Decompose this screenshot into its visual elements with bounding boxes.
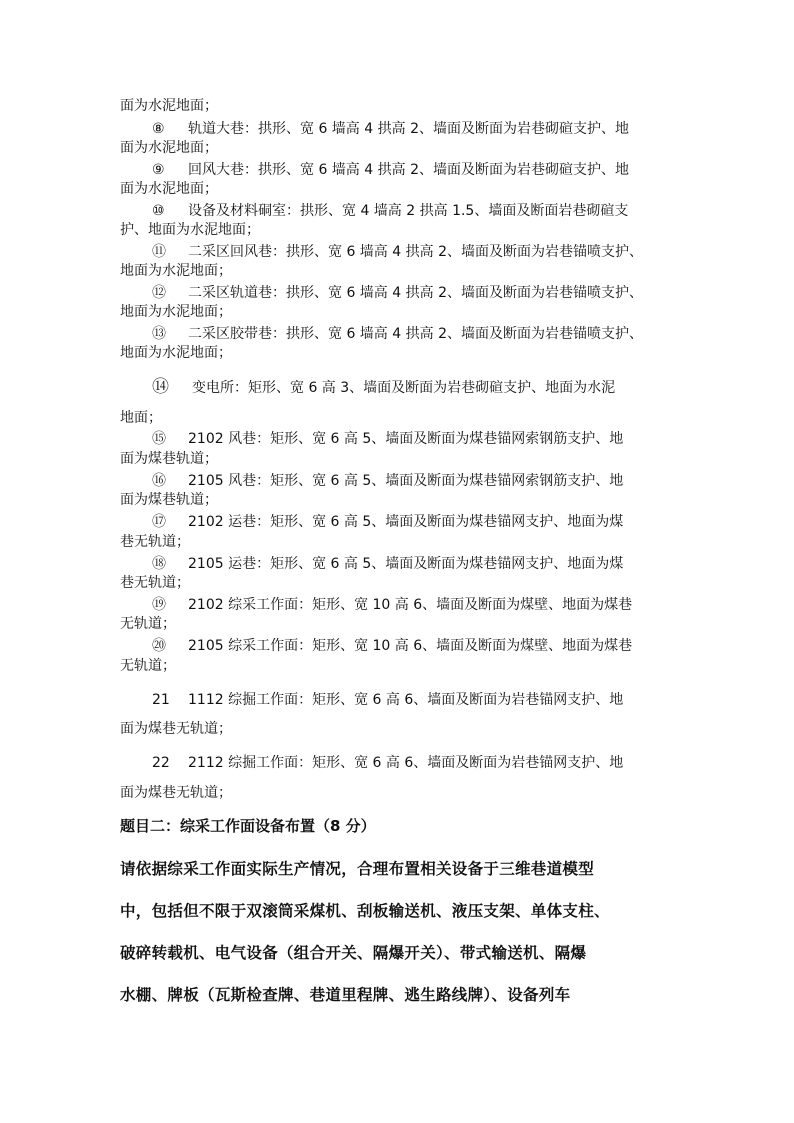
list-item xyxy=(152,754,623,772)
item-text: 回风大巷：拱形、宽 6 墙高 4 拱高 2、墙面及断面为岩巷砌碹支护、地 xyxy=(188,162,629,178)
paragraph-line: 中，包括但不限于双滚筒采煤机、刮板输送机、液压支架、单体支柱、 xyxy=(120,902,610,920)
item-text: 二采区胶带巷：拱形、宽 6 墙高 4 拱高 2、墙面及断面为岩巷锚喷支护、 xyxy=(188,326,643,342)
item-number: ⑨ xyxy=(152,162,165,178)
item-continuation: 无轨道； xyxy=(120,658,176,674)
item-text: 2105 风巷：矩形、宽 6 高 5、墙面及断面为煤巷锚网索钢筋支护、地 xyxy=(188,473,624,489)
item-continuation: 巷无轨道； xyxy=(120,575,190,591)
item-text: 二采区回风巷：拱形、宽 6 墙高 4 拱高 2、墙面及断面为岩巷锚喷支护、 xyxy=(188,244,643,260)
item-continuation: 面为煤巷无轨道； xyxy=(120,785,232,801)
item-continuation: 面为水泥地面； xyxy=(120,140,218,156)
paragraph-line: 请依据综采工作面实际生产情况，合理布置相关设备于三维巷道模型 xyxy=(120,860,595,878)
item-number: ⑯ xyxy=(152,473,166,489)
item-text: 2102 运巷：矩形、宽 6 高 5、墙面及断面为煤巷锚网支护、地面为煤 xyxy=(188,514,624,530)
item-continuation: 巷无轨道； xyxy=(120,534,190,550)
item-text: 2105 综采工作面：矩形、宽 10 高 6、墙面及断面为煤壁、地面为煤巷 xyxy=(188,638,633,654)
item-continuation: 面为水泥地面； xyxy=(120,98,218,114)
item-number: ⑮ xyxy=(152,431,166,447)
item-number: ⑭ xyxy=(152,377,169,397)
item-text: 轨道大巷：拱形、宽 6 墙高 4 拱高 2、墙面及断面为岩巷砌碹支护、地 xyxy=(188,121,629,137)
item-text: 2105 运巷：矩形、宽 6 高 5、墙面及断面为煤巷锚网支护、地面为煤 xyxy=(188,556,624,572)
item-number: ⑪ xyxy=(152,244,166,260)
item-continuation: 面为煤巷无轨道； xyxy=(120,721,232,737)
item-number: ⑱ xyxy=(152,556,166,572)
item-number: ⑫ xyxy=(152,285,166,301)
item-number: ⑩ xyxy=(152,203,165,219)
list-item xyxy=(152,691,623,709)
list-item xyxy=(152,325,643,343)
item-text: 1112 综掘工作面：矩形、宽 6 高 6、墙面及断面为岩巷锚网支护、地 xyxy=(188,692,624,708)
item-number: ⑧ xyxy=(152,121,165,137)
item-number: 21 xyxy=(152,692,170,708)
item-continuation: 无轨道； xyxy=(120,616,176,632)
item-text: 2112 综掘工作面：矩形、宽 6 高 6、墙面及断面为岩巷锚网支护、地 xyxy=(188,755,624,771)
item-text: 设备及材料硐室：拱形、宽 4 墙高 2 拱高 1.5、墙面及断面岩巷砌碹支 xyxy=(188,203,629,219)
list-item xyxy=(152,513,623,531)
item-text: 2102 风巷：矩形、宽 6 高 5、墙面及断面为煤巷锚网索钢筋支护、地 xyxy=(188,431,624,447)
item-continuation: 地面为水泥地面； xyxy=(120,263,232,279)
section-heading: 题目二：综采工作面设备布置（8 分） xyxy=(120,817,376,835)
list-item xyxy=(152,120,629,138)
list-item xyxy=(152,202,628,220)
paragraph-line: 水棚、牌板（瓦斯检查牌、巷道里程牌、逃生路线牌）、设备列车 xyxy=(120,986,571,1004)
list-item xyxy=(152,430,623,448)
item-number: ⑲ xyxy=(152,597,166,613)
list-item xyxy=(152,472,623,490)
item-continuation: 面为煤巷轨道； xyxy=(120,492,218,508)
list-item xyxy=(152,243,643,261)
list-item xyxy=(152,161,629,179)
item-number: ⑳ xyxy=(152,638,166,654)
list-item xyxy=(152,637,632,655)
item-continuation: 面为水泥地面； xyxy=(120,181,218,197)
item-text: 变电所：矩形、宽 6 高 3、墙面及断面为岩巷砌碹支护、地面为水泥 xyxy=(192,380,616,396)
paragraph-line: 破碎转载机、电气设备（组合开关、隔爆开关）、带式输送机、隔爆 xyxy=(120,944,587,962)
item-text: 2102 综采工作面：矩形、宽 10 高 6、墙面及断面为煤壁、地面为煤巷 xyxy=(188,597,633,613)
list-item xyxy=(152,555,623,573)
item-continuation: 面为煤巷轨道； xyxy=(120,451,218,467)
item-continuation: 地面； xyxy=(120,410,162,426)
item-continuation: 护、地面为水泥地面； xyxy=(120,222,260,238)
item-continuation: 地面为水泥地面； xyxy=(120,304,232,320)
list-item xyxy=(152,284,643,302)
list-item xyxy=(152,378,615,397)
item-text: 二采区轨道巷：拱形、宽 6 墙高 4 拱高 2、墙面及断面为岩巷锚喷支护、 xyxy=(188,285,643,301)
item-number: ⑬ xyxy=(152,326,166,342)
item-number: 22 xyxy=(152,755,170,771)
list-item xyxy=(152,596,632,614)
item-number: ⑰ xyxy=(152,514,166,530)
item-continuation: 地面为水泥地面； xyxy=(120,345,232,361)
